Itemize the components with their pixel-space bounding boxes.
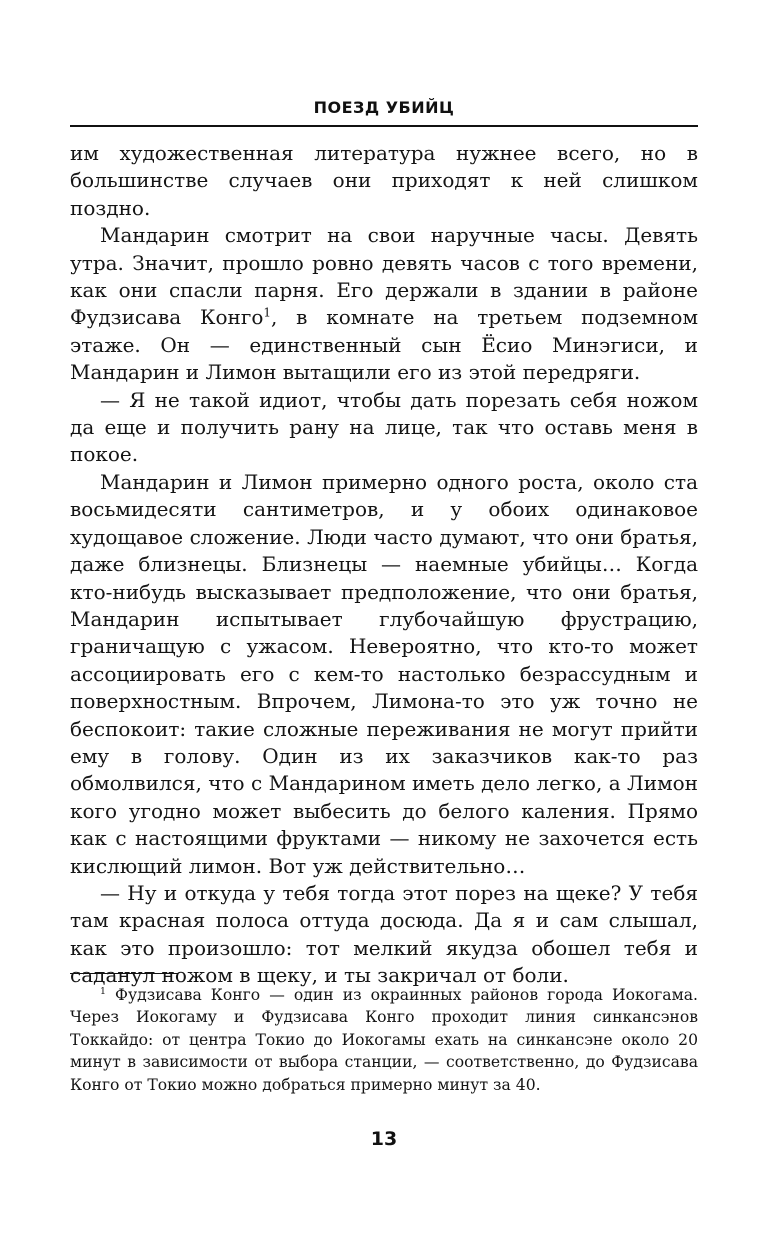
footnote-rule xyxy=(70,973,178,974)
footnote-marker: 1 xyxy=(100,985,106,997)
page-number: 13 xyxy=(370,1128,398,1150)
header-rule xyxy=(70,125,698,127)
paragraph: Мандарин и Лимон примерно одного роста, около ста восьмидесяти сантиметров, и у обоих одинаковое худощавое сложение. Люди часто думают, что они братья, даже близнецы. Близнецы — наемные убийцы… Когда кто-нибудь высказывает предположение, что они братья, Мандарин испытывает глубочайшую фрустрацию, граничащую с ужасом. Невероятно, что кто-то может ассоциировать его с кем-то настолько безрассудным и поверхностным. Впрочем, Лимона-то это уж точно не беспокоит: такие сложные переживания не могут прийти ему в голову. Один из их заказчиков как-то раз обмолвился, что с Мандарином иметь дело легко, а Лимон кого угодно может выбесить до белого каления. Прямо как с настоящими фруктами — никому не захочется есть кислющий лимон. Вот уж действительно… xyxy=(70,469,698,878)
footnote-text: Фудзисава Конго — один из окраинных районов города Иокогама. Через Иокогаму и Фудзисава Конго проходит линия синкансэнов Токкайдо: от центра Токио до Иокогамы ехать на синкансэне около 20 минут в зависимости от выбора станции, — соответственно, до Фудзисава Конго от Токио можно добраться примерно минут за 40. xyxy=(70,986,698,1094)
paragraph: — Ну и откуда у тебя тогда этот порез на щеке? У тебя там красная полоса оттуда досюда. Да я и сам слышал, как это произошло: тот мелкий якудза обошел тебя и саданул ножом в щеку, и ты закричал от боли. xyxy=(70,880,698,988)
footnote-reference[interactable]: 1 xyxy=(263,305,272,320)
paragraph-text: Мандарин смотрит на свои наручные часы. Девять утра. Значит, прошло ровно девять часов с того времени, как они спасли парня. Его держали в здании в районе Фудзисава Конго xyxy=(70,223,698,330)
footnote xyxy=(70,984,698,1096)
paragraph xyxy=(70,222,698,386)
paragraph-text: , в комнате на третьем подземном этаже. Он — единственный сын Ёсио Минэгиси, и Мандарин и Лимон вытащили его из этой передряги. xyxy=(70,305,699,385)
paragraph: — Я не такой идиот, чтобы дать порезать себя ножом да еще и получить рану на лице, так что оставь меня в покое. xyxy=(70,387,698,467)
body-text xyxy=(70,140,698,990)
running-title: ПОЕЗД УБИЙЦ xyxy=(313,98,455,117)
paragraph: им художественная литература нужнее всего, но в большинстве случаев они приходят к ней слишком поздно. xyxy=(70,141,698,220)
